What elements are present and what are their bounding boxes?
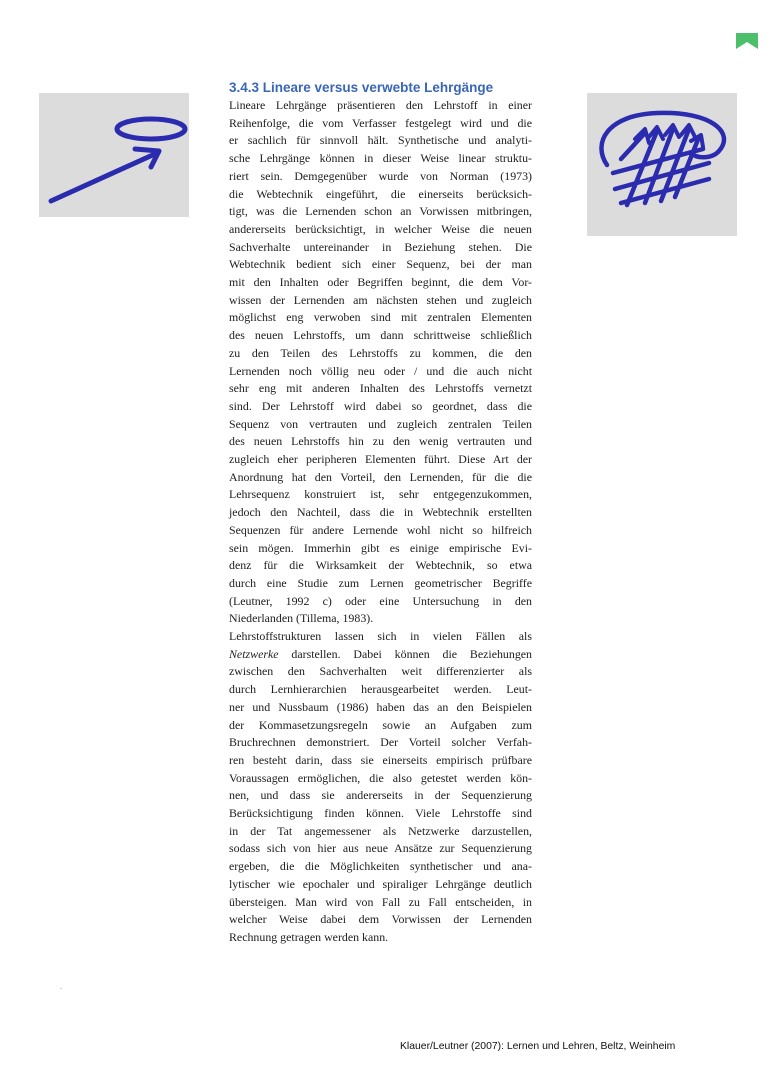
text-line: in der Tat angemessener als Netzwerke darzustellen, [229,823,532,838]
text-line: Voraussagen ermöglichen, die also getestet werden kön- [229,770,532,785]
text-line: riert sein. Demgegenüber wurde von Norman (1973) [229,168,532,183]
text-line [229,646,532,664]
linear-arrow-sketch [39,93,189,217]
text-line: er sachlich für sinnvoll hält. Synthetische und analyti- [229,133,532,148]
text-line: Lineare Lehrgänge präsentieren den Lehrstoff in einer [229,98,532,112]
text-line: möglichst eng verwoben sind mit zentralen Elementen [229,310,532,325]
text-line: des neuen Lehrstoffs hin zu den wenig vertrauten und [229,434,532,449]
text-line: Niederlanden (Tillema, 1983). [229,611,374,626]
text-line: andererseits berücksichtigt, in welcher Weise die neuen [229,221,532,236]
text-line: die Webtechnik eingeführt, die einerseits berücksich- [229,186,532,201]
text-line: (Leutner, 1992 c) oder eine Untersuchung in den [229,593,532,608]
text-line: des neuen Lehrstoffs, um dann schrittweise schließlich [229,328,532,343]
text-line: sein mögen. Immerhin gibt es einige empirische Evi- [229,540,532,555]
text-line: Berücksichtigung finden können. Viele Lehrstoffe sind [229,806,532,821]
text-line: ergeben, die die Möglichkeiten synthetischer und ana- [229,859,532,874]
text-line: durch eine Studie zum Lernen geometrischer Begriffe [229,575,532,590]
text-line: lytischer wie epochaler und spiraliger Lehrgänge deutlich [229,876,532,891]
text-line: nen, und dass sie andererseits in der Sequenzierung [229,788,532,803]
text-line: Lernenden noch völlig neu oder / und die auch nicht [229,363,532,378]
paragraph-networks [229,628,532,947]
text-line: sodass sich von hier aus neue Ansätze zur Sequenzierung [229,841,532,856]
text-line: zu den Teilen des Lehrstoffs zu kommen, die den [229,345,532,360]
text-line: wissen der Lernenden am nächsten stehen und zugleich [229,292,532,307]
text-line: durch Lernhierarchien herausgearbeitet werden. Leut- [229,682,532,697]
source-citation: Klauer/Leutner (2007): Lernen und Lehren, Beltz, Weinheim [400,1041,676,1052]
text-line: zwischen den Sachverhalten weit differenzierter als [229,664,532,679]
text-line: der Kommasetzungsregeln sowie an Aufgaben zum [229,717,532,732]
text-line: mit den Inhalten oder Begriffen beginnt, die dem Vor- [229,275,532,290]
paragraph-linear-vs-woven [229,97,532,628]
woven-arrows-sketch [587,93,737,236]
text-line: ner und Nussbaum (1986) haben das an den Beispielen [229,699,532,714]
text-line: jedoch den Nachteil, dass die in Webtechnik erstellten [229,505,532,520]
text-line: sehr eng mit anderen Inhalten des Lehrstoffs vernetzt [229,381,532,396]
text-line: welcher Weise dabei dem Vorwissen der Lernenden [229,912,532,927]
section-heading: 3.4.3 Lineare versus verwebte Lehrgänge [229,80,494,95]
text-line: Sequenzen für andere Lernende wohl nicht so hilfreich [229,522,532,537]
text-line: Reihenfolge, die vom Verfasser festgelegt wird und die [229,115,532,130]
text-line: sche Lehrgänge können in dieser Weise linear struktu- [229,151,532,166]
text-line: Lehrstoffstrukturen lassen sich in vielen Fällen als [229,629,532,643]
text-line: Lehrsequenz konstruiert ist, sehr entgegenzukommen, [229,487,532,502]
text-line: Rechnung getragen werden kann. [229,929,389,944]
text-line: Bruchrechnen demonstriert. Der Vorteil solcher Verfah- [229,735,532,750]
text-line: Webtechnik bedient sich einer Sequenz, bei der man [229,257,532,272]
text-line: zugleich eher peripheren Elementen führt. Diese Art der [229,452,532,467]
text-line: Sachverhalte untereinander in Beziehung stehen. Die [229,239,532,254]
text-line: tigt, was die Lernenden schon an Vorwissen mitbringen, [229,204,532,219]
italic-term-netzwerke: Netzwerke [229,646,279,661]
text-line: Sequenz von vertrauten und zugleich zentralen Teilen [229,416,532,431]
text-line: ren besteht darin, dass sie einerseits empirisch prüfbare [229,752,532,767]
text-fragment: darstellen. Dabei können die Beziehungen [278,646,532,661]
stray-mark: . [60,982,62,991]
text-line: denz für die Wirksamkeit der Webtechnik, so etwa [229,558,532,573]
bookmark-icon[interactable] [736,33,758,49]
text-line: Anordnung hat den Vorteil, den Lernenden, für die die [229,469,532,484]
text-line: übersteigen. Man wird von Fall zu Fall entscheiden, in [229,894,532,909]
text-line: sind. Der Lehrstoff wird dabei so geordnet, dass die [229,398,532,413]
